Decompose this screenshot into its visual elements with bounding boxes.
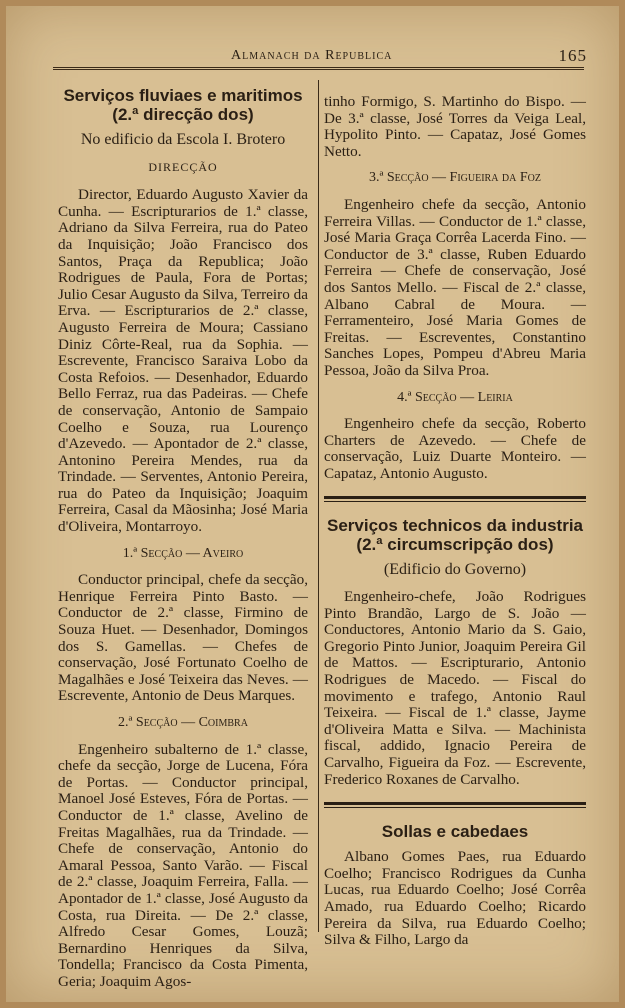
section-title-line-1: Serviços fluviaes e maritimos: [63, 86, 303, 105]
coimbra-paragraph: Engenheiro subalterno de 1.ª classe, chefe da secção, Jorge de Lucena, Fóra de Portas. — Conductor principal, Manoel José Esteves, Fóra de Portas. — Conductor de 1.ª classe, Avelino de Freitas Magalhães, rua da Trindade. — Chefe de conservação, Antonio do Amaral Pessoa, Santo Varão. — Fiscal de 2.ª classe, Joaquim Ferreira, Falla. — Apontador de 1.ª classe, José Augusto da Costa, rua Direita. — De 2.ª classe, Alfredo Cesar Gomes, Louzã; Bernardino Henriques da Silva, Tondella; Francisco da Costa Pimenta, Geria; Joaquim Agos-: [58, 740, 308, 990]
section-heading-technicos: [324, 516, 586, 554]
tech-paragraph: Engenheiro-chefe, João Rodrigues Pinto Brandão, Largo de S. João — Conductores, Antonio Mario da S. Gaio, Gregorio Pinto Junior, Joaquim Pereira Gil de Mattos. — Escripturario, Antonio Rodrigues de Macedo. — Fiscal do movimento e trafego, Antonio Raul Teixeira. — Fiscal de 1.ª classe, Jayme d'Oliveira Matta e Silva. — Machinista fiscal, addido, Ignacio Pereira de Carvalho, Figueira da Foz. — Escrevente, Frederico Roxanes de Carvalho.: [324, 588, 586, 788]
continued-paragraph: tinho Formigo, S. Martinho do Bispo. — De 3.ª classe, José Torres da Veiga Leal, Hypolito Pinto. — Capataz, José Gomes Netto.: [324, 93, 586, 160]
tech-title-line-2: (2.ª circumscripção dos): [356, 535, 554, 555]
coimbra-heading: 2.ª Secção — Coimbra: [118, 715, 248, 730]
sollas-paragraph: Albano Gomes Paes, rua Eduardo Coelho; Francisco Rodrigues da Cunha Lucas, rua Eduardo Coelho; José Corrêa Amado, rua Eduardo Coelho; Ricardo Pereira da Silva, rua Eduardo Coelho; Silva & Filho, Largo da: [324, 848, 586, 949]
direccao-paragraph: Director, Eduardo Augusto Xavier da Cunha. — Escripturarios de 1.ª classe, Adriano da Silva Ferreira, rua do Pateo da Inquisição; João Francisco dos Santos, Praça da Republica; João Rodrigues de Paula, Fora de Portas; Julio Cesar Augusto da Silva, Terreiro da Erva. — Escripturarios de 2.ª classe, Augusto Ferreira de Moura; Cassiano Diniz Côrte-Real, rua da Sophia. — Escrevente, Francisco Saraiva Lobo da Costa Refoios. — Desenhador, Eduardo Bello Ferraz, rua das Padeiras. — Chefe de conservação, Antonio de Sampaio Coelho e Souza, rua Lourenço d'Azevedo. — Apontador de 2.ª classe, Antonino Pereira Mendes, rua da Trindade. — Serventes, Antonio Pereira, rua do Pateo da Inquisição; Joaquim Ferreira, Casal da Mãosinha; José Maria d'Oliveira, Montarroyo.: [58, 186, 308, 536]
column-divider: [318, 80, 319, 932]
leiria-heading: 4.ª Secção — Leiria: [397, 389, 513, 405]
direccao-heading: DIRECÇÃO: [148, 159, 218, 174]
foz-heading: 3.ª Secção — Figueira da Foz: [369, 170, 541, 186]
section-heading-fluviaes: [58, 86, 308, 124]
section-heading-sollas: Sollas e cabedaes: [381, 822, 529, 842]
foz-paragraph: Engenheiro chefe da secção, Antonio Ferreira Villas. — Conductor de 1.ª classe, José Maria Graça Corrêa Lacerda Fino. — Conductor de 3.ª classe, Ruben Eduardo Ferreira — Chefe de conservação, José dos Santos Mello. — Fiscal de 2.ª classe, Albano Cabral de Moura. — Ferramenteiro, José Maria Gomes de Freitas. — Escreventes, Constantino Sanches Lopes, Pompeu d'Abreu Maria Pessoa, João da Silva Proa.: [324, 195, 586, 379]
leiria-paragraph: Engenheiro chefe da secção, Roberto Charters de Azevedo. — Chefe de conservação, Luiz Duarte Monteiro. — Capataz, Antonio Augusto.: [324, 415, 586, 482]
section-title-line-2: (2.ª direcção dos): [112, 105, 254, 124]
section-divider-1: [324, 496, 586, 502]
aveiro-heading: 1.ª Secção — Aveiro: [122, 545, 244, 561]
aveiro-paragraph: Conductor principal, chefe da secção, Henrique Ferreira Pinto Basto. — Conductor de 2.ª classe, Firmino de Souza Huet. — Desenhador, Domingos dos S. Gamellas. — Chefes de conservação, José Fortunato Coelho de Magalhães e José Teixeira das Neves. — Escrevente, Antonio de Deus Marques.: [58, 571, 308, 705]
section-divider-2: [324, 802, 586, 808]
tech-title-line-1: Serviços technicos da industria: [326, 516, 584, 536]
location-line: No edificio da Escola I. Brotero: [80, 131, 286, 148]
header-rule: [53, 67, 584, 70]
right-column: [324, 94, 586, 949]
page: [6, 6, 619, 1002]
tech-location: (Edificio do Governo): [383, 561, 527, 579]
left-column: [58, 86, 308, 991]
header-title: Almanach da Republica: [231, 48, 393, 63]
page-number: 165: [558, 46, 587, 65]
